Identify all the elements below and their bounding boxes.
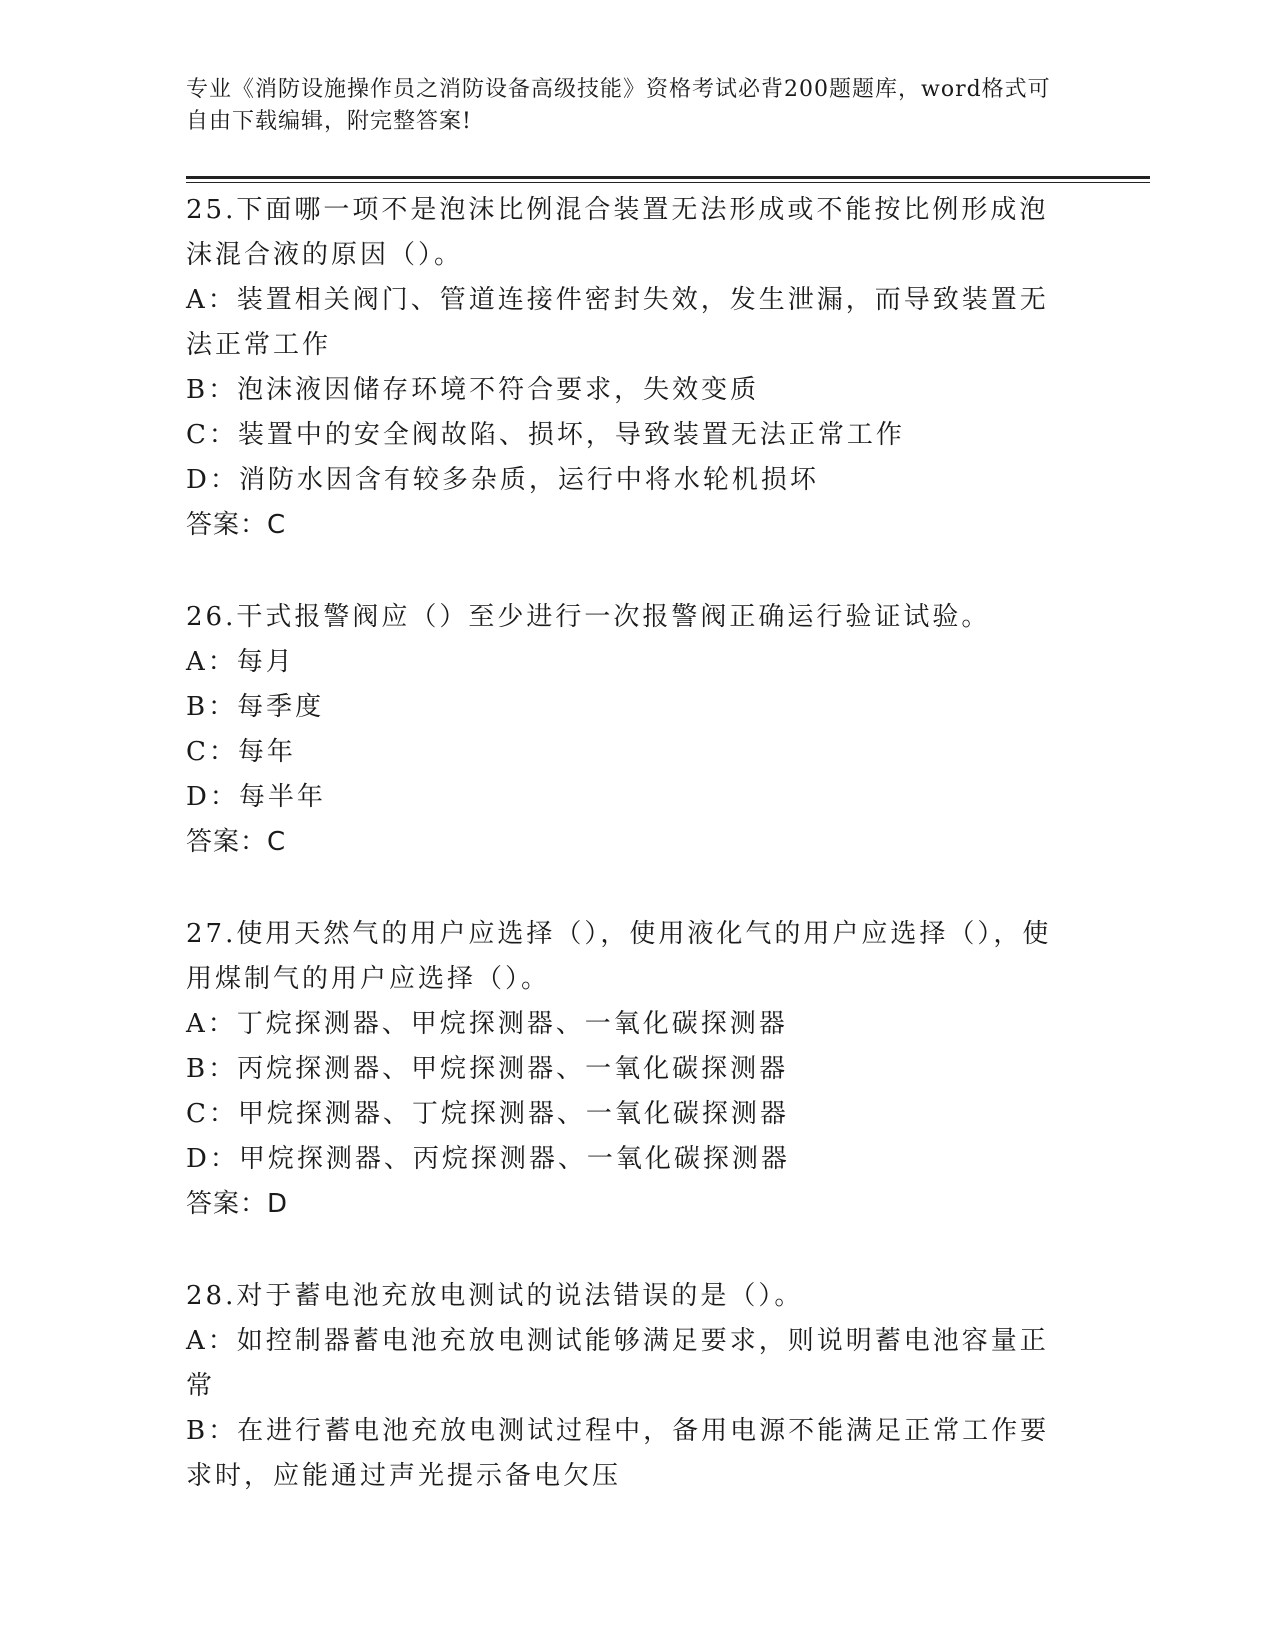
answer-line: 答案：C	[186, 827, 287, 857]
question-spacer	[186, 865, 1076, 912]
option-a: A：丁烷探测器、甲烷探测器、一氧化碳探测器	[186, 1009, 788, 1039]
option-c: C：甲烷探测器、丁烷探测器、一氧化碳探测器	[186, 1099, 789, 1129]
question-spacer	[186, 548, 1076, 595]
question-list	[186, 188, 1076, 1499]
header-divider-thin	[186, 182, 1150, 183]
question-stem: 27.使用天然气的用户应选择（），使用液化气的用户应选择（），使用煤制气的用户应选择（）。	[186, 919, 1052, 994]
option-b: B：丙烷探测器、甲烷探测器、一氧化碳探测器	[186, 1054, 789, 1084]
option-d: D：甲烷探测器、丙烷探测器、一氧化碳探测器	[186, 1144, 790, 1174]
question-27	[186, 912, 1076, 1227]
question-stem: 28.对于蓄电池充放电测试的说法错误的是（）。	[186, 1281, 804, 1311]
option-b: B：每季度	[186, 692, 325, 722]
option-c: C：每年	[186, 737, 296, 767]
question-stem: 26.干式报警阀应（）至少进行一次报警阀正确运行验证试验。	[186, 602, 991, 632]
option-c: C：装置中的安全阀故陷、损坏，导致装置无法正常工作	[186, 420, 905, 450]
question-26	[186, 595, 1076, 865]
option-b: B：泡沫液因储存环境不符合要求，失效变质	[186, 375, 760, 405]
header-divider-thick	[186, 176, 1150, 179]
answer-line: 答案：C	[186, 510, 287, 540]
option-d: D：每半年	[186, 782, 326, 812]
question-stem: 25.下面哪一项不是泡沫比例混合装置无法形成或不能按比例形成泡沫混合液的原因（）。	[186, 195, 1049, 270]
option-a: A：如控制器蓄电池充放电测试能够满足要求，则说明蓄电池容量正常	[186, 1326, 1049, 1401]
answer-line: 答案：D	[186, 1189, 289, 1219]
option-a: A：装置相关阀门、管道连接件密封失效，发生泄漏，而导致装置无法正常工作	[186, 285, 1049, 360]
question-28	[186, 1274, 1076, 1499]
question-spacer	[186, 1227, 1076, 1274]
document-header: 专业《消防设施操作员之消防设备高级技能》资格考试必背200题题库，word格式可自由下载编辑，附完整答案!	[186, 77, 1051, 134]
option-a: A：每月	[186, 647, 295, 677]
option-d: D：消防水因含有较多杂质，运行中将水轮机损坏	[186, 465, 819, 495]
question-25	[186, 188, 1076, 548]
option-b: B：在进行蓄电池充放电测试过程中，备用电源不能满足正常工作要求时，应能通过声光提示备电欠压	[186, 1416, 1050, 1491]
